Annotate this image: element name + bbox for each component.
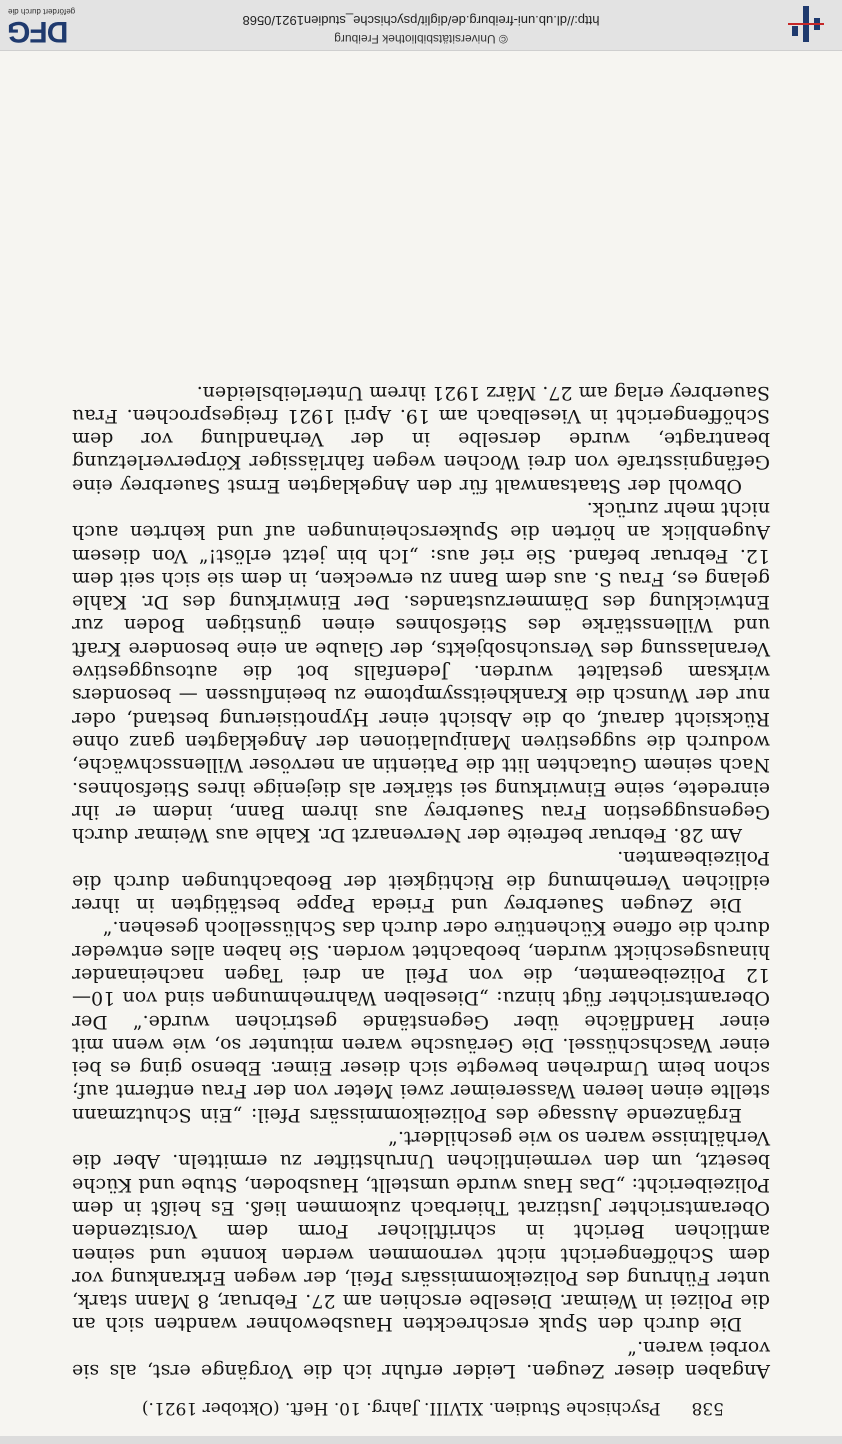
paragraph: Ergänzende Aussage des Polizeikommissärs Pfeil: „Ein Schutzmann stellte einen leeren Wassereimer zwei Meter von der Frau entfernt auf; schon beim Umdrehen bewegte sich dieser Eimer. Ebenso ging es bei einer Waschschüssel. Die Geräusche waren mitunter so, wie wenn mit einer Handfläche über Gegenstände gestrichen wurde.“ Der Oberamtsrichter fügt hinzu: „Dieselben Wahrnehmungen sind von 10—12 Polizeibeamten, die von Pfeil an drei Tagen nacheinander hinausgeschickt wurden, beobachtet worden. Sie haben alles entweder durch die offene Küchentüre oder durch das Schlüsselloch gesehen.“ (72, 917, 770, 1126)
page-number: 538 (691, 1398, 724, 1418)
body-text (72, 380, 770, 1382)
dfg-logo-caption: gefördert durch die (8, 7, 76, 16)
scan-edge (0, 1436, 842, 1444)
paragraph: Die durch den Spuk erschreckten Hausbewohner wandten sich an die Polizei in Weimar. Dieselbe erschien am 27. Februar, 8 Mann stark, unter Führung des Polizeikommissärs Pfeil, der wegen Erkrankung vor dem Schöffengericht nicht vernommen werden konnte und seinen amtlichen Bericht in schriftlicher Form dem Vorsitzenden Oberamtsrichter Justizrat Thierbach zukommen ließ. Es heißt in dem Polizeibericht: „Das Haus wurde umstellt, Hausboden, Stube und Küche besetzt, um den vermeintlichen Unruhstifter zu ermitteln. Aber die Verhältnisse waren so wie geschildert.“ (72, 1127, 770, 1336)
dfg-logo-mark: DFG (8, 15, 69, 48)
journal-header: Psychische Studien. XLVIII. Jahrg. 10. Heft. (Oktober 1921.) (141, 1398, 661, 1418)
running-head (124, 1398, 724, 1418)
dfg-logo (8, 4, 98, 46)
copyright-notice: © Universitätsbibliothek Freiburg (334, 32, 508, 46)
paragraph: Am 28. Februar befreite der Nervenarzt Dr. Kahle aus Weimar durch Gegensuggestion Frau Sauerbrey aus ihrem Bann, indem er ihr einredete, seine Einwirkung sei stärker als diejenige ihres Stiefsohnes. Nach seinem Gutachten litt die Patientin an nervöser Willensschwäche, wodurch die suggestiven Manipulationen der Angeklagten ganz ohne Rücksicht darauf, ob die Absicht einer Hypnotisierung bestand, oder nur der Wunsch die Krankheitssymptome zu beeinflussen — besonders wirksam gestaltet wurden. Jedenfalls bot die autosuggestive Veranlassung des Versuchsobjekts, der Glaube an eine besondere Kraft und Willensstärke des Stiefsohnes einen günstigen Boden zur Entwicklung des Dämmerzustandes. Der Einwirkung des Dr. Kahle gelang es, Frau S. aus dem Bann zu erwecken, in dem sie sich seit dem 12. Februar befand. Sie rief aus: „Ich bin jetzt erlöst!“ Von diesem Augenblick an hörten die Spukerscheinungen auf und kehrten auch nicht mehr zurück. (72, 498, 770, 847)
paragraph: Angaben dieser Zeugen. Leider erfuhr ich die Vorgänge erst, als sie vorbei waren.“ (72, 1336, 770, 1382)
paragraph: Die Zeugen Sauerbrey und Frieda Pappe bestätigten in ihrer eidlichen Vernehmung die Richtigkeit der Beobachtungen durch die Polizeibeamten. (72, 847, 770, 917)
source-url[interactable]: http://dl.ub.uni-freiburg.de/diglit/psychische_studien1921/0568 (242, 13, 600, 28)
paragraph: Obwohl der Staatsanwalt für den Angeklagten Ernst Sauerbrey eine Gefängnisstrafe von drei Wochen wegen fahrlässiger Körperverletzung beantragte, wurde derselbe in der Verhandlung vor dem Schöffengericht in Vieselbach am 19. April 1921 freigesprochen. Frau Sauerbrey erlag am 27. März 1921 ihrem Unterleibsleiden. (72, 381, 770, 497)
library-footer-banner (0, 0, 842, 51)
scanned-page (0, 50, 842, 1444)
